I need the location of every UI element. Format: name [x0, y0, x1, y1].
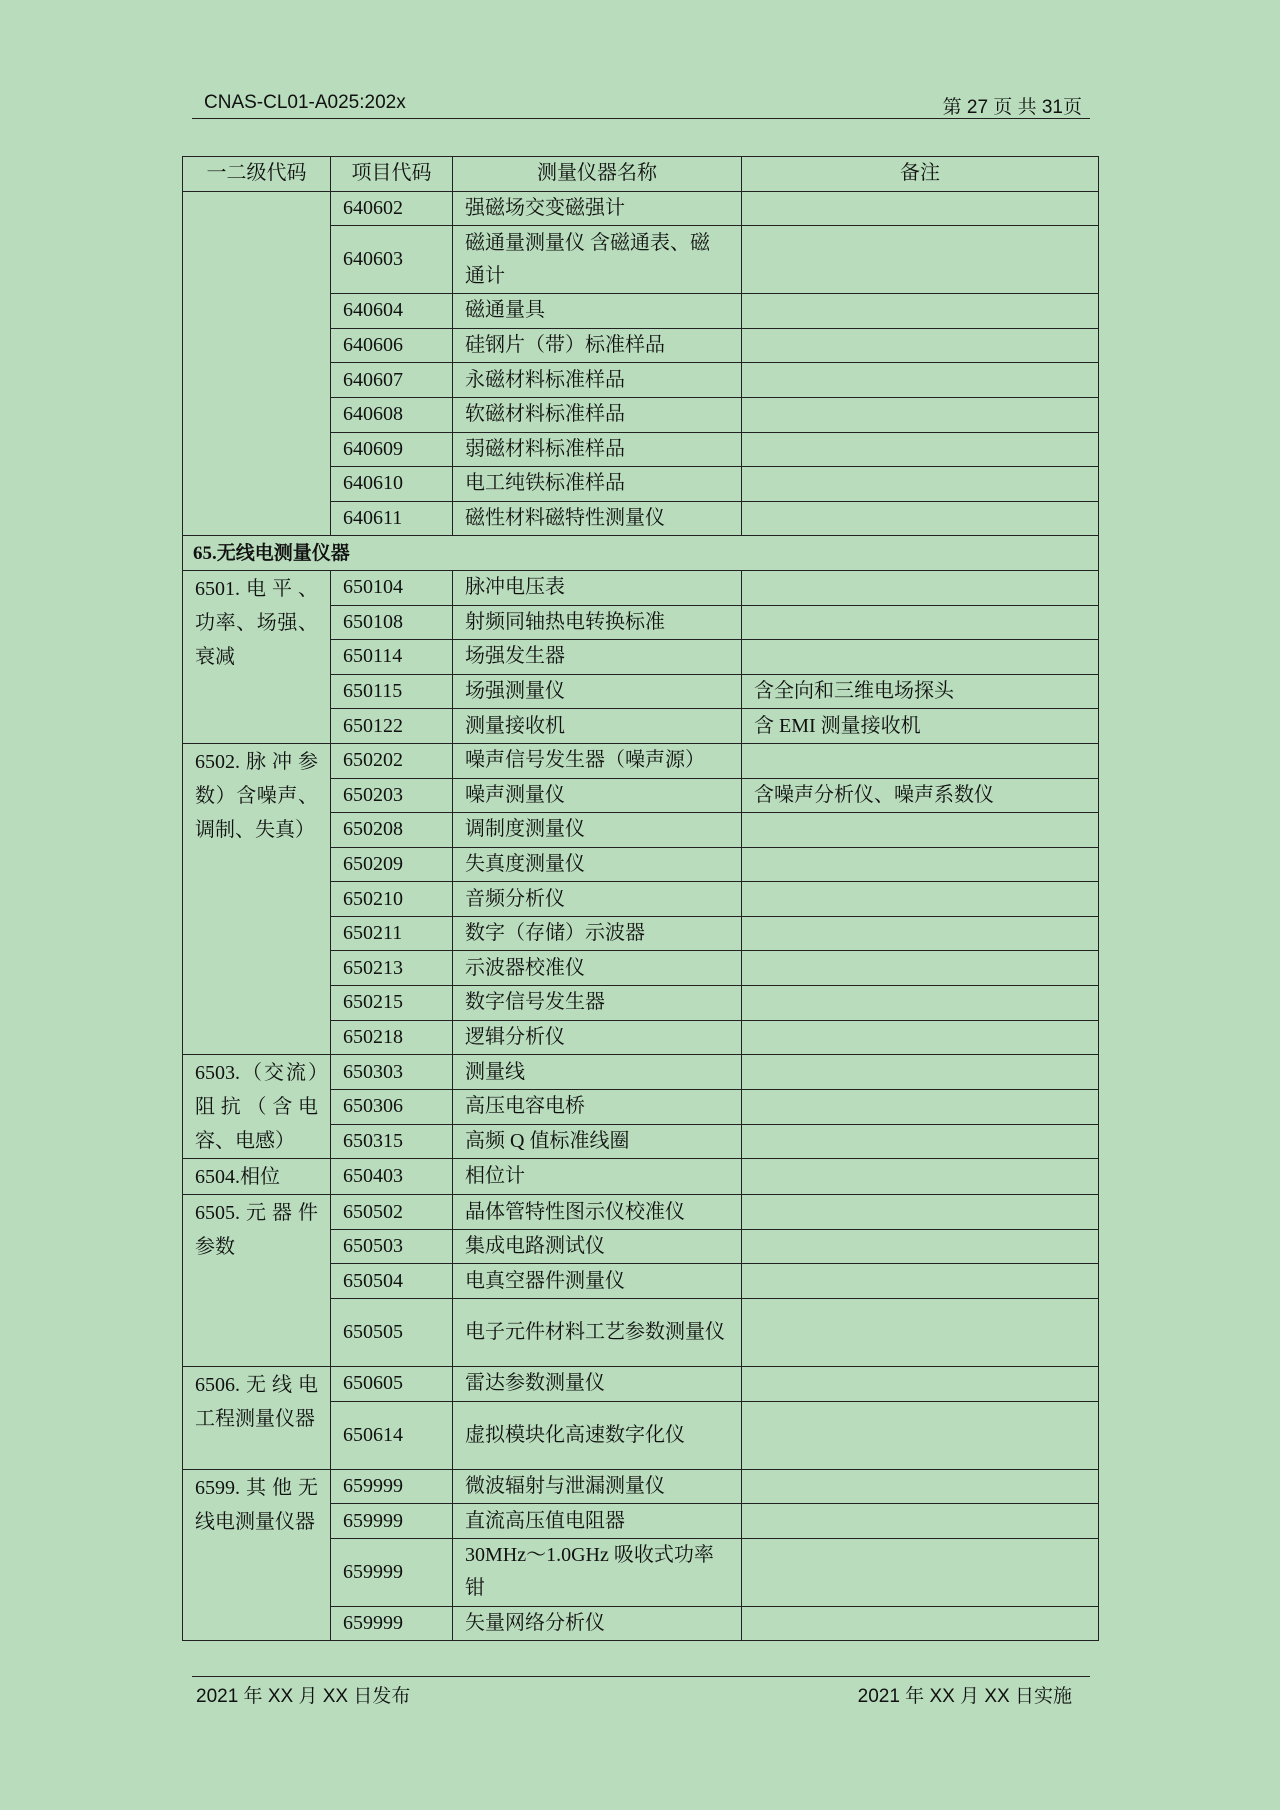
instrument-name: 场强发生器 [453, 640, 742, 675]
instrument-name: 软磁材料标准样品 [453, 397, 742, 432]
item-code: 650115 [331, 674, 453, 709]
instrument-name: 永磁材料标准样品 [453, 363, 742, 398]
item-note [742, 397, 1099, 432]
instrument-name: 逻辑分析仪 [453, 1020, 742, 1055]
item-code: 650218 [331, 1020, 453, 1055]
instrument-name: 电子元件材料工艺参数测量仪 [453, 1299, 742, 1367]
item-note [742, 570, 1099, 605]
instrument-name: 射频同轴热电转换标准 [453, 605, 742, 640]
page-number: 第 27 页 共 31页 [942, 97, 1082, 118]
instrument-name: 失真度测量仪 [453, 847, 742, 882]
instrument-name: 音频分析仪 [453, 882, 742, 917]
item-code: 659999 [331, 1606, 453, 1641]
item-note: 含全向和三维电场探头 [742, 674, 1099, 709]
category-cell: 6506.无线电工程测量仪器 [183, 1367, 331, 1470]
item-note [742, 882, 1099, 917]
instrument-name: 硅钢片（带）标准样品 [453, 328, 742, 363]
page-header [192, 90, 1090, 119]
item-code: 640606 [331, 328, 453, 363]
instrument-name: 微波辐射与泄漏测量仪 [453, 1469, 742, 1504]
item-code: 650114 [331, 640, 453, 675]
item-code: 650122 [331, 709, 453, 744]
item-code: 640610 [331, 467, 453, 502]
table-row [183, 1159, 1099, 1195]
instrument-name: 直流高压值电阻器 [453, 1504, 742, 1539]
table-header-row [183, 157, 1099, 192]
item-note [742, 743, 1099, 778]
item-code: 659999 [331, 1538, 453, 1606]
item-note [742, 1299, 1099, 1367]
item-note [742, 1055, 1099, 1090]
instrument-name: 调制度测量仪 [453, 813, 742, 848]
category-cell: 6504.相位 [183, 1159, 331, 1195]
item-code: 650211 [331, 916, 453, 951]
item-note [742, 328, 1099, 363]
instrument-name: 电工纯铁标准样品 [453, 467, 742, 502]
instrument-name: 电真空器件测量仪 [453, 1264, 742, 1299]
table-row [183, 1195, 1099, 1230]
item-code: 650210 [331, 882, 453, 917]
category-cell: 6501.电平、功率、场强、衰减 [183, 570, 331, 743]
instrument-name: 磁性材料磁特性测量仪 [453, 501, 742, 536]
item-note [742, 1367, 1099, 1402]
instrument-table [182, 156, 1099, 1641]
instrument-name: 高压电容电桥 [453, 1089, 742, 1124]
item-code: 650306 [331, 1089, 453, 1124]
item-code: 659999 [331, 1504, 453, 1539]
item-code: 650213 [331, 951, 453, 986]
col-header-category: 一二级代码 [183, 157, 331, 192]
instrument-name: 集成电路测试仪 [453, 1229, 742, 1264]
item-code: 650503 [331, 1229, 453, 1264]
implement-date: 2021 年 XX 月 XX 日实施 [857, 1686, 1072, 1707]
item-code: 650502 [331, 1195, 453, 1230]
item-code: 650203 [331, 778, 453, 813]
item-note [742, 605, 1099, 640]
item-code: 650303 [331, 1055, 453, 1090]
item-note [742, 1124, 1099, 1159]
item-note [742, 1195, 1099, 1230]
category-cell [183, 191, 331, 536]
instrument-name: 脉冲电压表 [453, 570, 742, 605]
item-code: 640602 [331, 191, 453, 226]
instrument-name: 晶体管特性图示仪校准仪 [453, 1195, 742, 1230]
instrument-name: 数字（存储）示波器 [453, 916, 742, 951]
item-note [742, 1159, 1099, 1195]
item-note [742, 1020, 1099, 1055]
item-code: 650605 [331, 1367, 453, 1402]
doc-code: CNAS-CL01-A025:202x [204, 92, 406, 113]
item-note [742, 1401, 1099, 1469]
instrument-name: 噪声测量仪 [453, 778, 742, 813]
instrument-name: 强磁场交变磁强计 [453, 191, 742, 226]
item-note [742, 916, 1099, 951]
item-code: 650505 [331, 1299, 453, 1367]
col-header-note: 备注 [742, 157, 1099, 192]
item-code: 650403 [331, 1159, 453, 1195]
item-note [742, 986, 1099, 1021]
category-cell: 6503.（交流）阻抗（含电容、电感） [183, 1055, 331, 1159]
item-code: 640603 [331, 226, 453, 294]
col-header-code: 项目代码 [331, 157, 453, 192]
table-row [183, 1367, 1099, 1402]
item-note: 含噪声分析仪、噪声系数仪 [742, 778, 1099, 813]
item-note [742, 1538, 1099, 1606]
table-row [183, 191, 1099, 226]
item-code: 640607 [331, 363, 453, 398]
item-note [742, 813, 1099, 848]
item-note [742, 1089, 1099, 1124]
item-note [742, 1504, 1099, 1539]
item-code: 650208 [331, 813, 453, 848]
item-note [742, 1469, 1099, 1504]
item-code: 650215 [331, 986, 453, 1021]
item-code: 640609 [331, 432, 453, 467]
item-code: 650108 [331, 605, 453, 640]
table-row [183, 1055, 1099, 1090]
instrument-name: 磁通量测量仪 含磁通表、磁通计 [453, 226, 742, 294]
instrument-name: 相位计 [453, 1159, 742, 1195]
instrument-name: 磁通量具 [453, 294, 742, 329]
item-note: 含 EMI 测量接收机 [742, 709, 1099, 744]
item-code: 650504 [331, 1264, 453, 1299]
instrument-name: 虚拟模块化高速数字化仪 [453, 1401, 742, 1469]
item-note [742, 432, 1099, 467]
category-cell: 6599.其他无线电测量仪器 [183, 1469, 331, 1641]
item-code: 650104 [331, 570, 453, 605]
publish-date: 2021 年 XX 月 XX 日发布 [196, 1686, 411, 1707]
instrument-name: 测量接收机 [453, 709, 742, 744]
table-row [183, 1469, 1099, 1504]
item-note [742, 1229, 1099, 1264]
instrument-name: 弱磁材料标准样品 [453, 432, 742, 467]
instrument-name: 测量线 [453, 1055, 742, 1090]
group-title: 65.无线电测量仪器 [183, 536, 1099, 571]
item-code: 650614 [331, 1401, 453, 1469]
item-note [742, 294, 1099, 329]
item-code: 640611 [331, 501, 453, 536]
item-note [742, 226, 1099, 294]
item-code: 650202 [331, 743, 453, 778]
page-footer [192, 1676, 1090, 1707]
item-note [742, 1606, 1099, 1641]
item-code: 659999 [331, 1469, 453, 1504]
instrument-name: 高频 Q 值标准线圈 [453, 1124, 742, 1159]
item-code: 650209 [331, 847, 453, 882]
instrument-name: 场强测量仪 [453, 674, 742, 709]
instrument-name: 示波器校准仪 [453, 951, 742, 986]
instrument-name: 雷达参数测量仪 [453, 1367, 742, 1402]
item-note [742, 640, 1099, 675]
group-row [183, 536, 1099, 571]
item-code: 640608 [331, 397, 453, 432]
instrument-name: 30MHz～1.0GHz 吸收式功率钳 [453, 1538, 742, 1606]
item-note [742, 951, 1099, 986]
instrument-name: 噪声信号发生器（噪声源） [453, 743, 742, 778]
item-note [742, 501, 1099, 536]
item-note [742, 467, 1099, 502]
table-row [183, 570, 1099, 605]
table-row [183, 743, 1099, 778]
item-code: 640604 [331, 294, 453, 329]
item-note [742, 847, 1099, 882]
item-note [742, 363, 1099, 398]
instrument-name: 矢量网络分析仪 [453, 1606, 742, 1641]
item-note [742, 191, 1099, 226]
category-cell: 6502.脉冲参数）含噪声、调制、失真） [183, 743, 331, 1054]
item-note [742, 1264, 1099, 1299]
category-cell: 6505.元器件参数 [183, 1195, 331, 1367]
instrument-name: 数字信号发生器 [453, 986, 742, 1021]
item-code: 650315 [331, 1124, 453, 1159]
col-header-name: 测量仪器名称 [453, 157, 742, 192]
